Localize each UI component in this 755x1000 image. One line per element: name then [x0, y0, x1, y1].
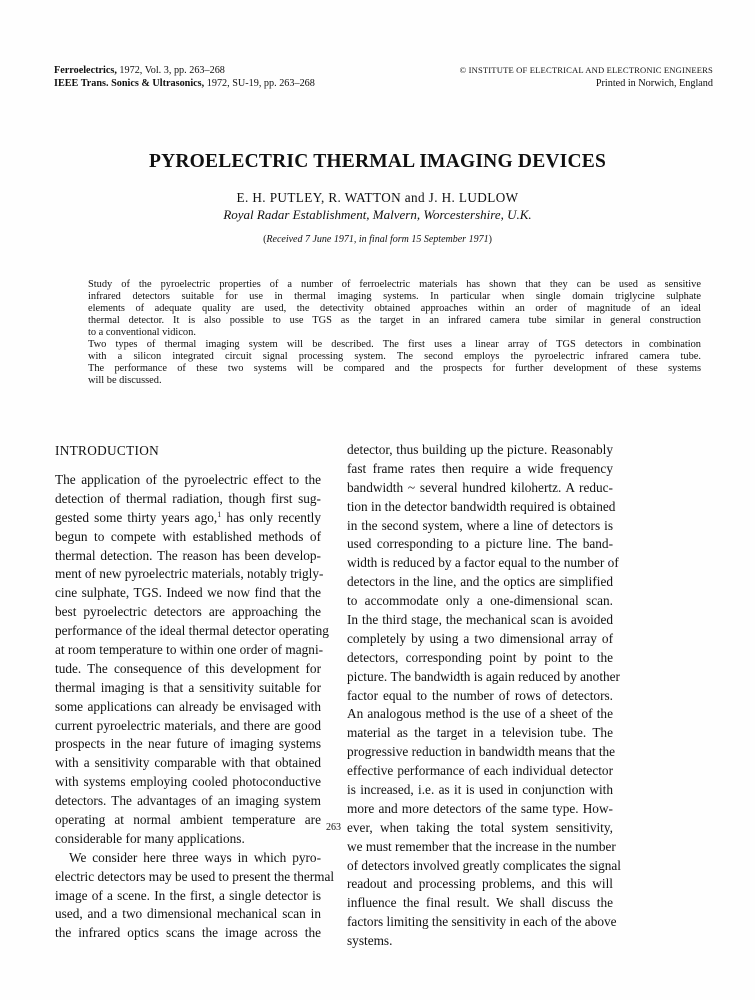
- body-line: of detectors involved greatly complicates the signal: [347, 857, 621, 873]
- body-text: has only recently: [221, 509, 321, 525]
- body-line: bandwidth ~ several hundred kilohertz. A reduc-: [347, 479, 613, 495]
- article-title: PYROELECTRIC THERMAL IMAGING DEVICES: [148, 151, 607, 172]
- body-line: with a sensitivity comparable with that obtained: [55, 755, 321, 771]
- body-line: considerable for many applications.: [55, 830, 245, 846]
- abstract-line: thermal detector. It is also possible to use TGS as the target in an infrared camera tube similar in general construction: [88, 314, 701, 326]
- body-line: with systems employing cooled photoconductive: [55, 774, 321, 790]
- body-line: best pyroelectric detectors are approaching the: [55, 604, 321, 620]
- journal-citation-header: [54, 64, 315, 90]
- body-line: progressive reduction in bandwidth means that the: [347, 744, 616, 760]
- body-line: detectors. The advantages of an imaging system: [55, 793, 321, 809]
- abstract: [88, 279, 701, 387]
- body-line: width is reduced by a factor equal to the number of: [347, 555, 619, 571]
- body-line: used corresponding to a picture line. The band-: [347, 536, 613, 552]
- journal-name: Ferroelectrics,: [54, 65, 117, 76]
- body-line: prospects in the near future of imaging systems: [55, 736, 321, 752]
- body-line: the infrared optics scans the image across the: [55, 925, 321, 941]
- body-line: readout and processing problems, and this will: [347, 876, 613, 892]
- body-line: fast frame rates then require a wide frequency: [347, 460, 613, 476]
- body-text: gested some thirty years ago,: [55, 509, 218, 525]
- copyright-line: © INSTITUTE OF ELECTRICAL AND ELECTRONIC ENGINEERS: [459, 65, 713, 75]
- body-line: performance of the ideal thermal detector operating: [55, 623, 329, 639]
- author-affiliation: Royal Radar Establishment, Malvern, Worcestershire, U.K.: [223, 207, 532, 222]
- paren-open: (: [263, 234, 267, 245]
- copyright-header: [380, 64, 713, 90]
- body-line: thermal detection. The reason has been develop-: [55, 547, 321, 563]
- citation-line-ferroelectrics: [54, 64, 315, 77]
- body-line: ment of new pyroelectric materials, notably trigly-: [55, 566, 324, 582]
- citation-detail: 1972, Vol. 3, pp. 263–268: [116, 65, 225, 76]
- body-line: electric detectors may be used to present the thermal: [55, 868, 335, 884]
- body-line: thermal imaging is that a sensitivity suitable for: [55, 679, 321, 695]
- abstract-line: Study of the pyroelectric properties of a number of ferroelectric materials has shown that they can be used as sensitive: [88, 279, 701, 290]
- body-line: operating at normal ambient temperature are: [55, 812, 321, 828]
- body-line: effective performance of each individual detector: [347, 763, 613, 779]
- body-line: some applications can already be envisaged with: [55, 698, 321, 714]
- abstract-line: with a silicon integrated circuit signal processing system. The second employs the pyroelectric infrared camera tube.: [88, 350, 701, 362]
- body-column-right: [347, 441, 621, 951]
- body-line: influence the final result. We shall discuss the: [347, 895, 613, 911]
- page-number: 263: [326, 822, 341, 833]
- body-line: current pyroelectric materials, and there are good: [55, 717, 321, 733]
- body-line: detection of thermal radiation, though first sug-: [55, 490, 321, 506]
- citation-line-ieee: [54, 77, 315, 90]
- body-line: in the second system, where a line of detectors is: [347, 517, 613, 533]
- paren-close: ): [488, 234, 492, 245]
- abstract-line: infrared detectors suitable for use in thermal imaging systems. In particular when single domain triglycine sulphate: [88, 290, 701, 302]
- body-line: factors limiting the sensitivity in each of the above: [347, 914, 617, 930]
- body-line: tion in the detector bandwidth required is obtained: [347, 498, 616, 514]
- section-heading-introduction: INTRODUCTION: [55, 443, 160, 458]
- body-line: we must remember that the increase in the number: [347, 838, 616, 854]
- body-line: at room temperature to within one order of magni-: [55, 642, 324, 658]
- abstract-line: elements of adequate quality are used, the detectivity obtained approaches within an order of magnitude of an ideal: [88, 302, 701, 314]
- body-line: more and more detectors of the same type. How-: [347, 800, 613, 816]
- body-line: In the third stage, the mechanical scan is avoided: [347, 612, 613, 628]
- body-line: completely by using a two dimensional array of: [347, 630, 613, 646]
- citation-detail: 1972, SU-19, pp. 263–268: [204, 78, 315, 89]
- body-line: image of a scene. In the first, a single detector is: [55, 887, 321, 903]
- abstract-line: Two types of thermal imaging system will be described. The first uses a linear array of TGS detectors in combination: [88, 338, 701, 350]
- body-line-with-reference: [55, 509, 321, 528]
- body-line: The application of the pyroelectric effect to the: [55, 472, 321, 487]
- abstract-line: to a conventional vidicon.: [88, 326, 196, 338]
- journal-name: IEEE Trans. Sonics & Ultrasonics,: [54, 78, 205, 89]
- body-line: detectors, corresponding point by point to the: [347, 649, 613, 665]
- body-line: ever, when taking the total system sensitivity,: [347, 819, 613, 835]
- body-line: to accommodate only a one-dimensional scan.: [347, 593, 613, 609]
- received-text: Received 7 June 1971, in final form 15 September 1971: [266, 234, 489, 245]
- body-line: material as the target in a television tube. The: [347, 725, 613, 741]
- body-line: systems.: [347, 933, 393, 949]
- body-line: begun to compete with established methods of: [55, 528, 321, 544]
- reference-superscript: 1: [217, 509, 222, 519]
- abstract-line: The performance of these two systems will be compared and the prospects for further development of these systems: [88, 362, 701, 374]
- printed-location: Printed in Norwich, England: [595, 78, 713, 89]
- body-line: An analogous method is the use of a sheet of the: [347, 706, 613, 722]
- body-line: picture. The bandwidth is again reduced by another: [347, 668, 620, 684]
- body-line: factor equal to the number of rows of detectors.: [347, 687, 613, 703]
- body-line: tude. The consequence of this development for: [55, 660, 321, 676]
- body-line: detectors in the line, and the optics are simplified: [347, 574, 613, 590]
- body-line: is increased, i.e. as it is used in conjunction with: [347, 782, 613, 798]
- abstract-line: will be discussed.: [88, 374, 162, 386]
- body-line: cine sulphate, TGS. Indeed we now find that the: [55, 585, 321, 601]
- article-authors: E. H. PUTLEY, R. WATTON and J. H. LUDLOW: [236, 190, 519, 205]
- body-line: We consider here three ways in which pyro-: [69, 849, 321, 865]
- body-line: detector, thus building up the picture. Reasonably: [347, 442, 613, 457]
- body-line: used, and a two dimensional mechanical scan in: [55, 906, 321, 922]
- received-dates: [0, 234, 755, 245]
